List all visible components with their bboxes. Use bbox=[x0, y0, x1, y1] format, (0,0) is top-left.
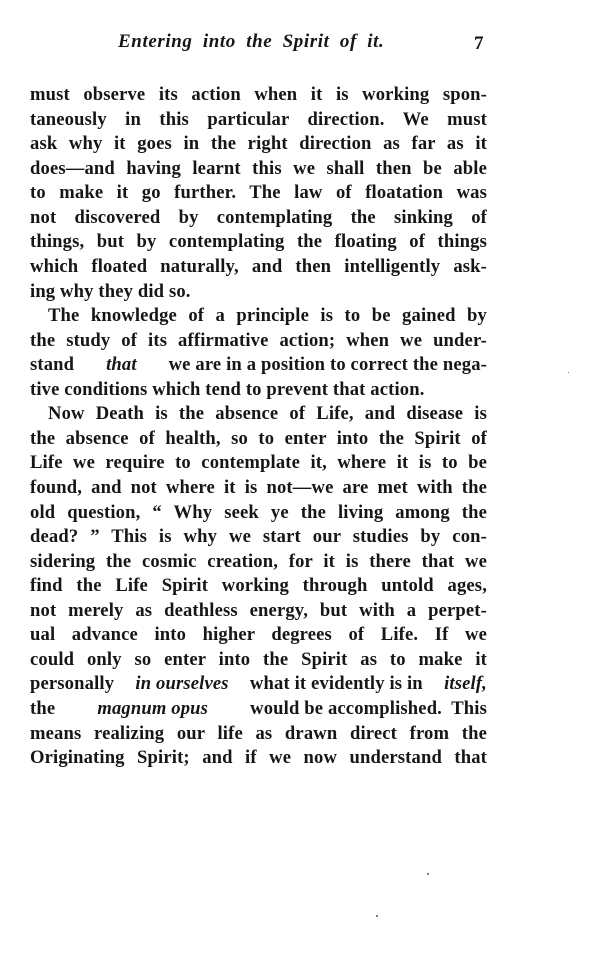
italic-text: itself, bbox=[444, 673, 487, 695]
text-span: to make it go further. The law of floatation was bbox=[30, 182, 487, 204]
text-span: ing why they did so. bbox=[30, 280, 191, 302]
text-span: we are in a position to correct the nega- bbox=[163, 354, 487, 376]
page-header bbox=[0, 31, 600, 57]
text-span: must observe its action when it is working spon- bbox=[30, 84, 487, 105]
text-span: find the Life Spirit working through untold ages, bbox=[30, 575, 487, 597]
text-line bbox=[30, 206, 487, 230]
text-line bbox=[30, 132, 487, 156]
text-span: dead? ” This is why we start our studies by con- bbox=[30, 526, 487, 548]
text-line bbox=[30, 746, 487, 770]
text-span: could only so enter into the Spirit as to make it bbox=[30, 648, 487, 670]
scan-speck bbox=[427, 873, 429, 875]
scan-speck bbox=[568, 372, 569, 373]
text-line bbox=[30, 427, 487, 451]
text-line bbox=[30, 353, 487, 377]
text-span: the absence of health, so to enter into the Spirit of bbox=[30, 427, 487, 449]
scan-speck bbox=[376, 915, 378, 917]
text-line bbox=[48, 304, 487, 328]
text-line bbox=[48, 402, 487, 426]
text-span: would be accomplished. This bbox=[245, 698, 487, 719]
text-line bbox=[30, 525, 487, 549]
text-line-words bbox=[30, 353, 487, 377]
text-line bbox=[30, 255, 487, 279]
text-span: things, but by contemplating the floating of things bbox=[30, 231, 487, 253]
text-span: found, and not where it is not—we are met with the bbox=[30, 477, 487, 498]
text-span: tive conditions which tend to prevent that action. bbox=[30, 378, 425, 400]
running-title: Entering into the Spirit of it. bbox=[118, 31, 385, 52]
text-span: what it evidently is in bbox=[245, 673, 428, 695]
text-line bbox=[30, 550, 487, 574]
text-span: Now Death is the absence of Life, and disease is bbox=[48, 403, 487, 425]
text-line bbox=[30, 672, 487, 696]
text-span: sidering the cosmic creation, for it is there that we bbox=[30, 550, 487, 572]
text-line bbox=[30, 280, 487, 304]
italic-text: in ourselves bbox=[135, 673, 229, 695]
text-span: Originating Spirit; and if we now understand that bbox=[30, 747, 487, 769]
text-line bbox=[30, 157, 487, 181]
text-span: old question, “ Why seek ye the living among the bbox=[30, 501, 487, 523]
text-span: the study of its affirmative action; when we under- bbox=[30, 329, 487, 351]
text-line bbox=[30, 697, 487, 721]
text-line bbox=[30, 230, 487, 254]
text-span: which floated naturally, and then intelligently ask- bbox=[30, 255, 487, 277]
text-line bbox=[30, 623, 487, 647]
page-number: 7 bbox=[474, 33, 484, 54]
text-line bbox=[30, 378, 487, 402]
text-line bbox=[30, 476, 487, 500]
text-span: not merely as deathless energy, but with a perpet- bbox=[30, 599, 487, 621]
text-line bbox=[30, 451, 487, 475]
italic-text: magnum opus bbox=[97, 698, 209, 719]
text-line bbox=[30, 181, 487, 205]
text-line-words bbox=[30, 672, 487, 696]
text-span: ual advance into higher degrees of Life. If we bbox=[30, 624, 487, 646]
text-span: The knowledge of a principle is to be gained by bbox=[48, 305, 487, 326]
text-line bbox=[30, 599, 487, 623]
text-line bbox=[30, 648, 487, 672]
text-line bbox=[30, 722, 487, 746]
text-span: personally bbox=[30, 673, 119, 695]
text-line bbox=[30, 501, 487, 525]
text-line bbox=[30, 83, 487, 107]
text-span: stand bbox=[30, 354, 79, 376]
text-line bbox=[30, 574, 487, 598]
text-line-words bbox=[30, 697, 487, 721]
text-line bbox=[30, 108, 487, 132]
text-line bbox=[30, 329, 487, 353]
text-span: ask why it goes in the right direction as far as it bbox=[30, 133, 487, 155]
italic-text: that bbox=[106, 354, 137, 376]
text-span: taneously in this particular direction. We must bbox=[30, 108, 487, 130]
text-span: Life we require to contemplate it, where it is to be bbox=[30, 452, 487, 474]
text-span: the bbox=[30, 698, 61, 719]
text-span: not discovered by contemplating the sinking of bbox=[30, 206, 487, 228]
text-span: means realizing our life as drawn direct from the bbox=[30, 722, 487, 744]
text-span: does—and having learnt this we shall then be able bbox=[30, 157, 487, 179]
